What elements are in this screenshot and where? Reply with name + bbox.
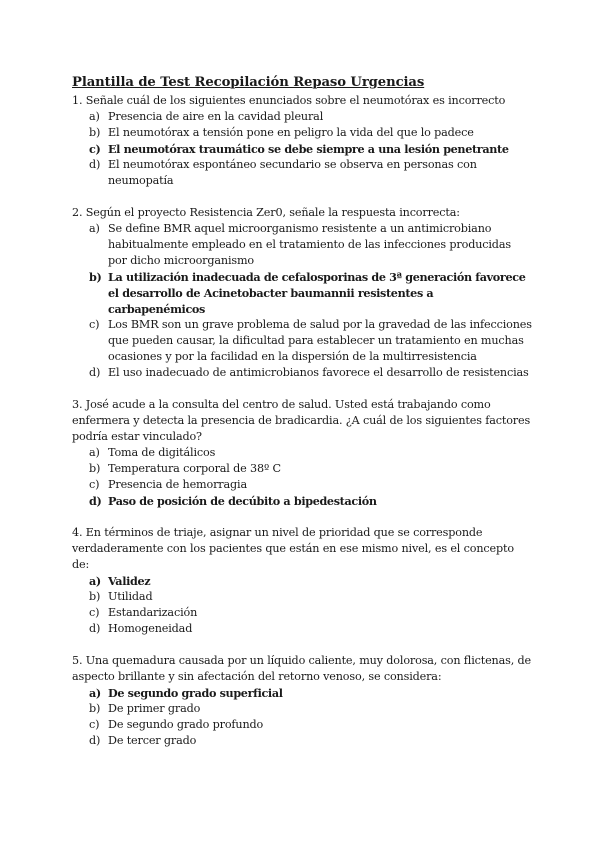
- option-a: [72, 109, 532, 125]
- option-label: d): [89, 622, 101, 635]
- option-label: c): [89, 718, 100, 731]
- option-a-correct-answer: [72, 685, 532, 701]
- option-list: [72, 573, 532, 637]
- option-label: b): [89, 126, 101, 139]
- option-label: d): [89, 734, 101, 747]
- option-text: El uso inadecuado de antimicrobianos favorece el desarrollo de resistencias: [108, 366, 529, 379]
- option-b: [72, 461, 532, 477]
- option-text: Utilidad: [108, 590, 153, 603]
- question-3: [72, 397, 532, 509]
- option-d: [72, 365, 532, 381]
- option-a: [72, 445, 532, 461]
- option-c-correct-answer: [72, 141, 532, 157]
- option-d: [72, 621, 532, 637]
- option-text: Homogeneidad: [108, 622, 193, 635]
- question-5: [72, 653, 532, 749]
- option-label: a): [89, 222, 100, 235]
- option-text: Temperatura corporal de 38º C: [108, 462, 281, 475]
- option-label: a): [89, 446, 100, 459]
- option-b-correct-answer: [72, 269, 532, 317]
- option-label: a): [89, 686, 101, 700]
- option-text: De primer grado: [108, 702, 201, 715]
- option-label: b): [89, 590, 101, 603]
- option-label: d): [89, 494, 102, 508]
- option-text: El neumotórax traumático se debe siempre a una lesión penetrante: [108, 142, 509, 156]
- option-list: [72, 685, 532, 749]
- option-a: [72, 221, 532, 269]
- option-text: Toma de digitálicos: [108, 446, 216, 459]
- option-label: d): [89, 158, 101, 171]
- option-label: b): [89, 270, 102, 284]
- option-d: [72, 157, 532, 189]
- option-text: La utilización inadecuada de cefalosporinas de 3ª generación favorece el desarrollo de Acinetobacter baumannii resistentes a carbapenémicos: [108, 270, 526, 316]
- option-text: El neumotórax espontáneo secundario se observa en personas con neumopatía: [108, 158, 477, 187]
- option-c: [72, 477, 532, 493]
- question-stem: 1. Señale cuál de los siguientes enunciados sobre el neumotórax es incorrecto: [72, 94, 506, 107]
- option-label: a): [89, 110, 100, 123]
- question-stem: 4. En términos de triaje, asignar un nivel de prioridad que se corresponde verdaderamente con los pacientes que están en ese mismo nivel, es el concepto de:: [72, 526, 514, 571]
- option-label: c): [89, 318, 100, 331]
- option-c: [72, 317, 532, 365]
- option-label: d): [89, 366, 101, 379]
- option-list: [72, 109, 532, 189]
- option-label: c): [89, 142, 101, 156]
- option-label: c): [89, 478, 100, 491]
- option-list: [72, 221, 532, 381]
- option-d-correct-answer: [72, 493, 532, 509]
- option-label: b): [89, 702, 101, 715]
- option-list: [72, 445, 532, 509]
- option-b: [72, 125, 532, 141]
- option-text: Presencia de hemorragia: [108, 478, 247, 491]
- option-b: [72, 589, 532, 605]
- option-text: Los BMR son un grave problema de salud por la gravedad de las infecciones que pueden causar, la dificultad para establecer un tratamiento en muchas ocasiones y por la facilidad en la dispersión de la multirresistencia: [108, 318, 532, 363]
- option-text: Se define BMR aquel microorganismo resistente a un antimicrobiano habitualmente empleado en el tratamiento de las infecciones producidas por dicho microorganismo: [108, 222, 511, 267]
- option-text: Validez: [108, 574, 151, 588]
- option-label: b): [89, 462, 101, 475]
- question-stem: 3. José acude a la consulta del centro de salud. Usted está trabajando como enfermera y detecta la presencia de bradicardia. ¿A cuál de los siguientes factores podría estar vinculado?: [72, 398, 531, 443]
- page-title: Plantilla de Test Recopilación Repaso Urgencias: [72, 75, 425, 90]
- option-text: De tercer grado: [108, 734, 197, 747]
- option-d: [72, 733, 532, 749]
- question-4: [72, 525, 532, 637]
- option-label: a): [89, 574, 101, 588]
- option-text: El neumotórax a tensión pone en peligro la vida del que lo padece: [108, 126, 474, 139]
- option-text: De segundo grado profundo: [108, 718, 264, 731]
- question-stem: 5. Una quemadura causada por un líquido caliente, muy dolorosa, con flictenas, de aspecto brillante y sin afectación del retorno venoso, se considera:: [72, 654, 532, 683]
- document-body: [72, 74, 532, 765]
- option-label: c): [89, 606, 100, 619]
- option-a-correct-answer: [72, 573, 532, 589]
- question-stem: 2. Según el proyecto Resistencia Zer0, señale la respuesta incorrecta:: [72, 206, 460, 219]
- option-c: [72, 605, 532, 621]
- option-text: Paso de posición de decúbito a bipedestación: [108, 494, 377, 508]
- option-c: [72, 717, 532, 733]
- option-b: [72, 701, 532, 717]
- question-2: [72, 205, 532, 381]
- option-text: Estandarización: [108, 606, 198, 619]
- question-1: [72, 93, 532, 189]
- option-text: De segundo grado superficial: [108, 686, 283, 700]
- option-text: Presencia de aire en la cavidad pleural: [108, 110, 324, 123]
